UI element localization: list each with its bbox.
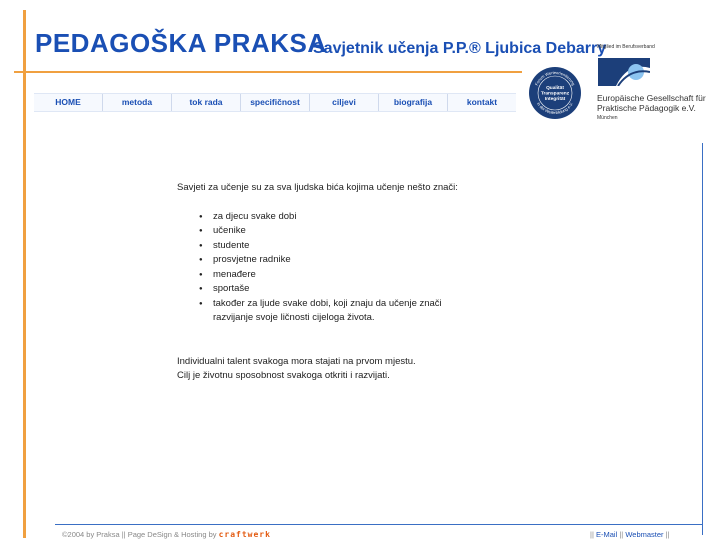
seal-line1: Qualität [546,86,564,91]
email-link[interactable]: E-Mail [595,530,618,539]
nav-tok-rada[interactable]: tok rada [172,94,241,111]
list-item: ● studente [213,239,458,254]
seal-line3: Integrität [544,97,566,102]
seal-line2: Transparenz [540,91,570,97]
orange-horizontal-line [14,71,522,73]
association-city: München [597,115,618,121]
list-item: ● učenike [213,224,458,239]
nav-metoda[interactable]: metoda [103,94,172,111]
seal-bottom-text: in der Weiterbildung e.V. [535,101,575,116]
site-logo[interactable]: PEDAGOŠKA PRAKSA [35,28,327,58]
blue-horizontal-line [55,524,703,525]
webmaster-link[interactable]: Webmaster [625,530,664,539]
nav-ciljevi[interactable]: ciljevi [310,94,379,111]
association-logo-icon [598,58,650,86]
site-tagline: Savjetnik učenja P.P.® Ljubica Debarry [313,40,607,57]
list-item: ● prosvjetne radnike [213,253,458,268]
nav-home[interactable]: HOME [34,94,103,111]
seal-top-text: Forum Werteorientierung [533,69,577,87]
list-item-continuation: razvijanje svoje ličnosti cijeloga života. [213,312,375,323]
craftwerk-link[interactable]: craftwerk [218,530,271,539]
footer-links: || E-Mail || Webmaster || [590,530,670,539]
main-content [177,181,458,384]
association-name: Europäische Gesellschaft für Praktische Pädagogik e.V. [597,93,706,113]
list-item: ● također za ljude svake dobi, koji znaju da učenje znači [213,297,458,312]
nav-biografija[interactable]: biografija [379,94,448,111]
main-nav [34,93,516,112]
member-label: Mitglied im Berufsverband [597,44,655,50]
outro-text: Individualni talent svakoga mora stajati na prvom mjestu. Cilj je životnu sposobnost svakoga otkriti i razvijati. [177,355,416,381]
list-item: ● menađere [213,268,458,283]
nav-specificnost[interactable]: specifičnost [241,94,310,111]
intro-text: Savjeti za učenje su za sva ljudska bića kojima učenje nešto znači: [177,182,458,193]
list-item: ● sportaše [213,282,458,297]
nav-kontakt[interactable]: kontakt [448,94,516,111]
footer-copyright: ©2004 by Praksa || Page DeSign & Hosting by craftwerk [62,530,271,539]
audience-list [177,210,458,326]
blue-vertical-line [702,143,703,535]
list-item: ● za djecu svake dobi [213,210,458,225]
quality-seal-icon [528,66,582,120]
orange-vertical-line [23,10,26,538]
